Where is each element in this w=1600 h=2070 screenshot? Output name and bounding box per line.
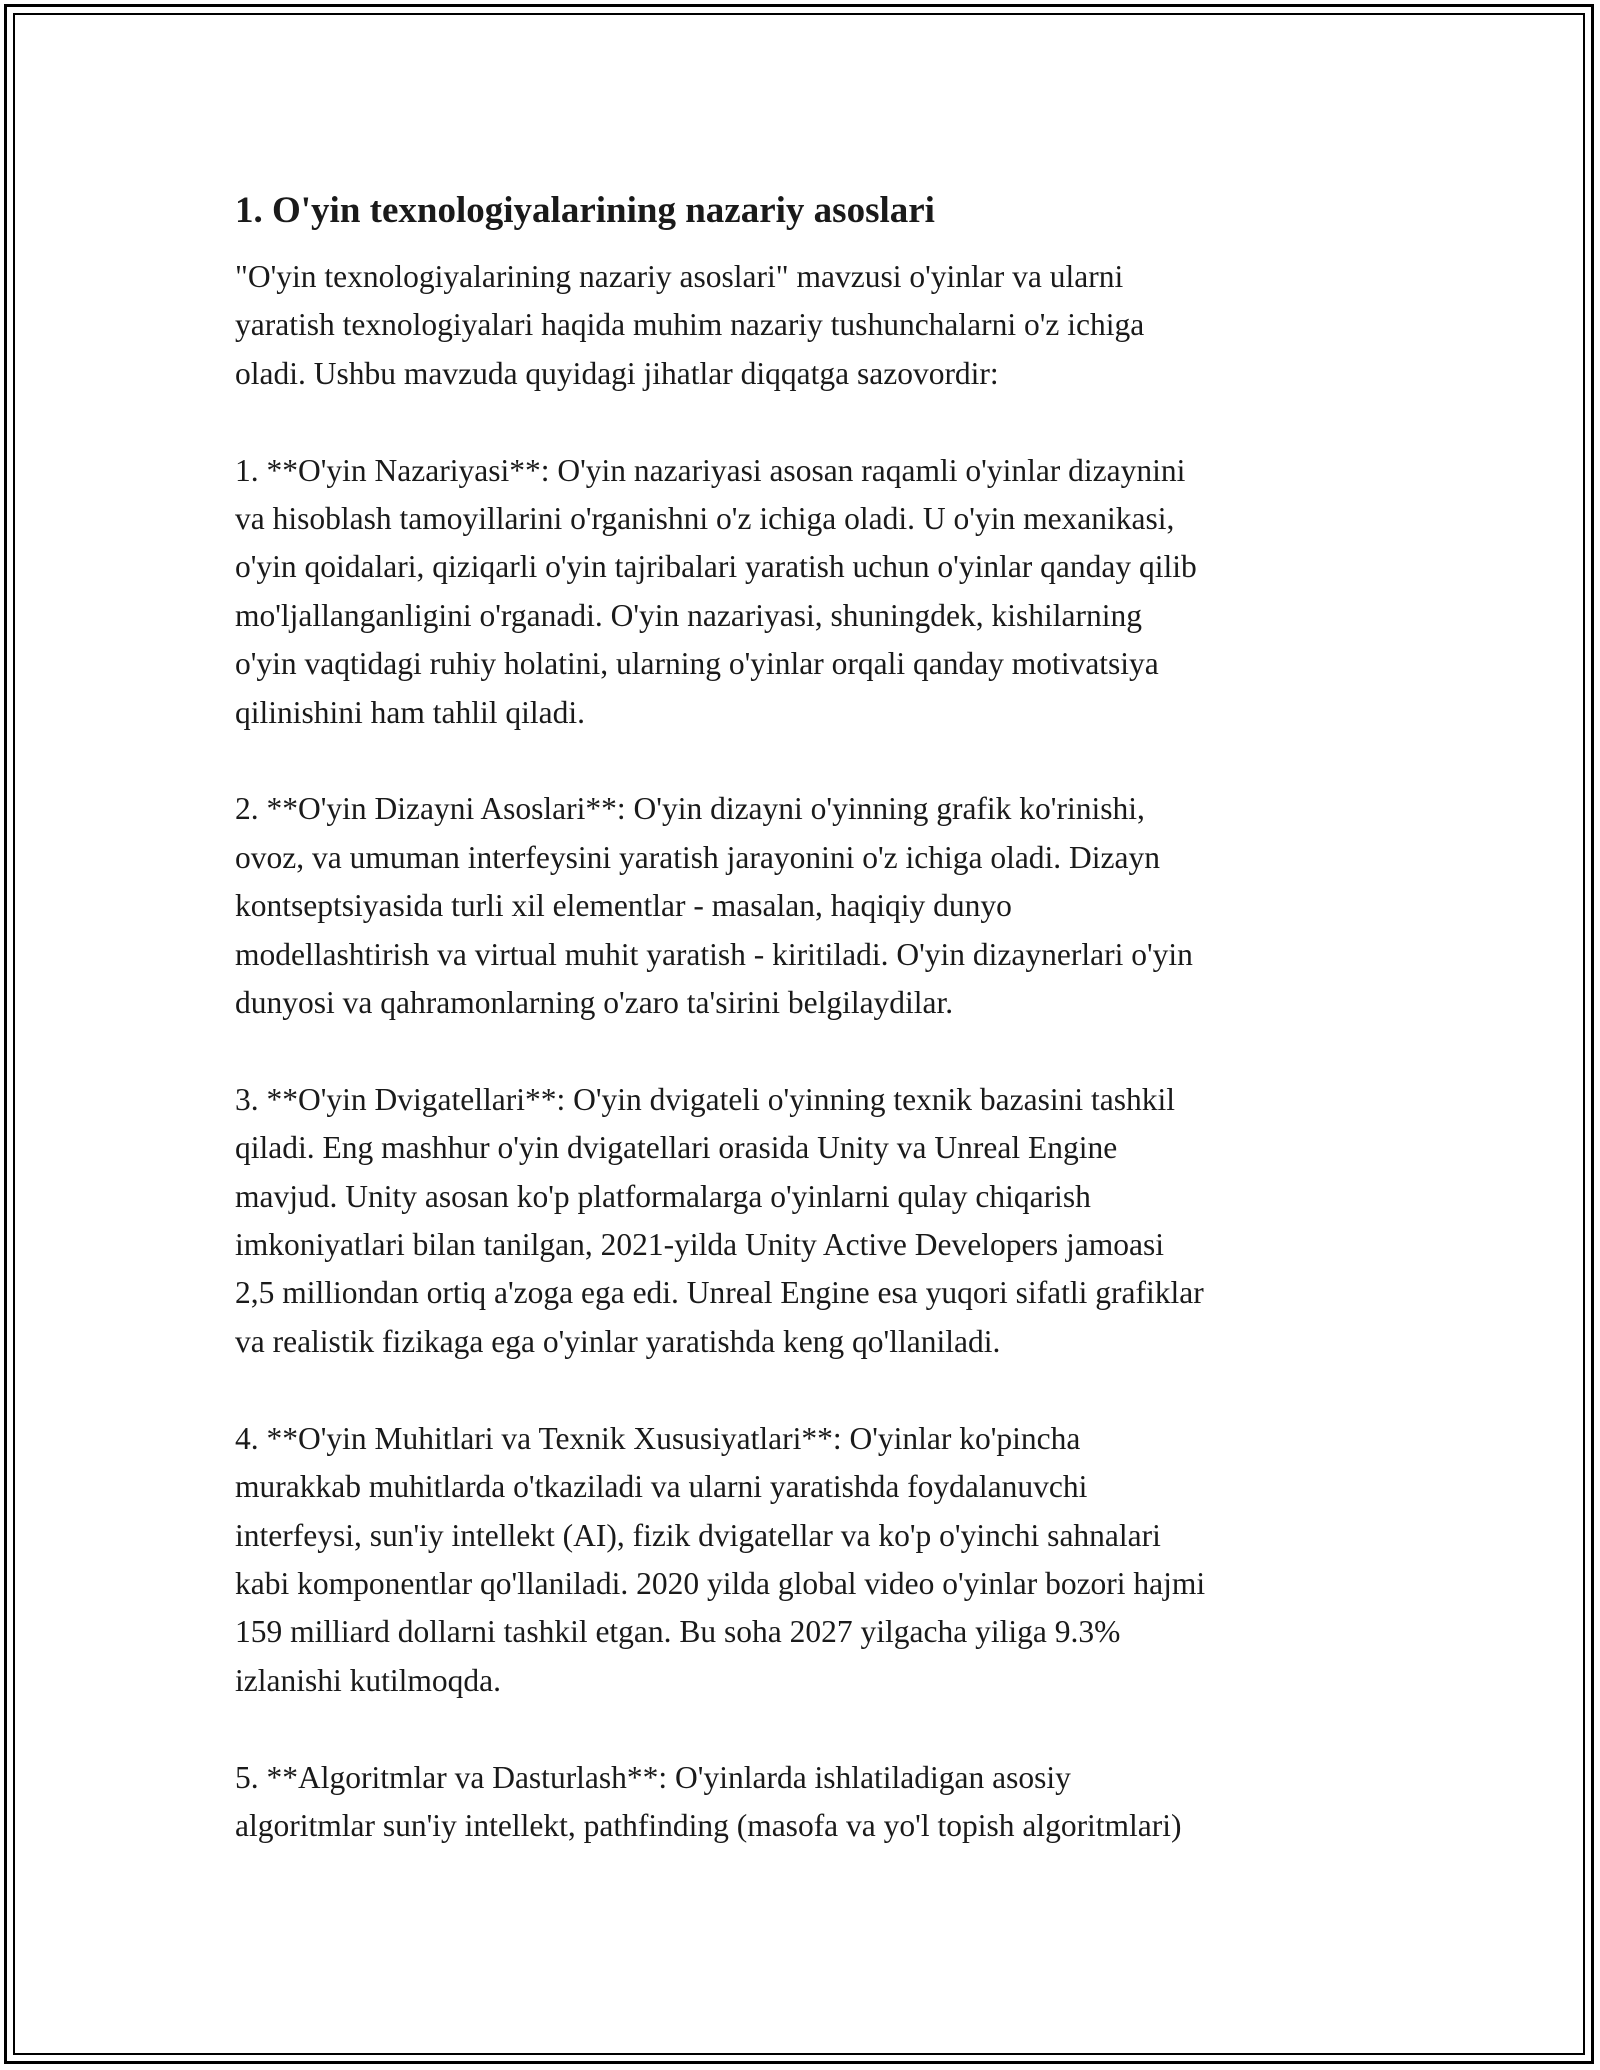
text-line: 1. **O'yin Nazariyasi**: O'yin nazariyasi asosan raqamli o'yinlar dizaynini [235,452,1186,488]
document-heading: 1. O'yin texnologiyalarining nazariy asoslari [235,190,935,231]
text-line: dunyosi va qahramonlarning o'zaro ta'sirini belgilaydilar. [235,985,954,1021]
text-line: 4. **O'yin Muhitlari va Texnik Xususiyatlari**: O'yinlar ko'pincha [235,1420,1081,1456]
paragraph-oyin-dizayni [235,785,1375,1027]
text-line: qilinishini ham tahlil qiladi. [235,694,585,730]
text-line: kabi komponentlar qo'llaniladi. 2020 yilda global video o'yinlar bozori hajmi [235,1565,1206,1601]
text-line: o'yin qoidalari, qiziqarli o'yin tajribalari yaratish uchun o'yinlar qanday qilib [235,549,1197,585]
text-line: oladi. Ushbu mavzuda quyidagi jihatlar diqqatga sazovordir: [235,355,999,391]
text-line: 2,5 milliondan ortiq a'zoga ega edi. Unreal Engine esa yuqori sifatli grafiklar [235,1275,1204,1311]
text-line: algoritmlar sun'iy intellekt, pathfinding (masofa va yo'l topish algoritmlari) [235,1807,1182,1843]
text-line: modellashtirish va virtual muhit yaratish - kiritiladi. O'yin dizaynerlari o'yin [235,936,1193,972]
text-line: interfeysi, sun'iy intellekt (AI), fizik dvigatellar va ko'p o'yinchi sahnalari [235,1517,1161,1553]
paragraph-oyin-dvigatellari [235,1076,1375,1366]
text-line: va hisoblash tamoyillarini o'rganishni o'z ichiga oladi. U o'yin mexanikasi, [235,501,1175,537]
text-line: 3. **O'yin Dvigatellari**: O'yin dvigateli o'yinning texnik bazasini tashkil [235,1081,1176,1117]
text-line: o'yin vaqtidagi ruhiy holatini, ularning o'yinlar orqali qanday motivatsiya [235,646,1159,682]
text-line: 2. **O'yin Dizayni Asoslari**: O'yin dizayni o'yinning grafik ko'rinishi, [235,791,1145,827]
text-line: va realistik fizikaga ega o'yinlar yaratishda keng qo'llaniladi. [235,1323,1001,1359]
text-line: "O'yin texnologiyalarining nazariy asoslari" mavzusi o'yinlar va ularni [235,259,1124,294]
text-line: 159 milliard dollarni tashkil etgan. Bu soha 2027 yilgacha yiliga 9.3% [235,1614,1121,1650]
paragraph-intro [235,253,1375,398]
paragraph-oyin-nazariyasi [235,447,1375,737]
text-line: ovoz, va umuman interfeysini yaratish jarayonini o'z ichiga oladi. Dizayn [235,839,1161,875]
text-line: 5. **Algoritmlar va Dasturlash**: O'yinlarda ishlatiladigan asosiy [235,1759,1071,1795]
text-line: mo'ljallanganligini o'rganadi. O'yin nazariyasi, shuningdek, kishilarning [235,597,1143,633]
text-line: izlanishi kutilmoqda. [235,1662,501,1698]
paragraph-oyin-muhitlari [235,1415,1375,1705]
text-line: kontseptsiyasida turli xil elementlar - masalan, haqiqiy dunyo [235,888,1012,924]
text-line: mavjud. Unity asosan ko'p platformalarga o'yinlarni qulay chiqarish [235,1178,1091,1214]
text-line: murakkab muhitlarda o'tkaziladi va ularni yaratishda foydalanuvchi [235,1469,1088,1505]
paragraph-algoritmlar [235,1754,1375,1851]
text-line: imkoniyatlari bilan tanilgan, 2021-yilda Unity Active Developers jamoasi [235,1227,1165,1263]
text-line: yaratish texnologiyalari haqida muhim nazariy tushunchalarni o'z ichiga [235,307,1145,343]
text-line: qiladi. Eng mashhur o'yin dvigatellari orasida Unity va Unreal Engine [235,1130,1118,1166]
document-body [235,187,1375,1850]
